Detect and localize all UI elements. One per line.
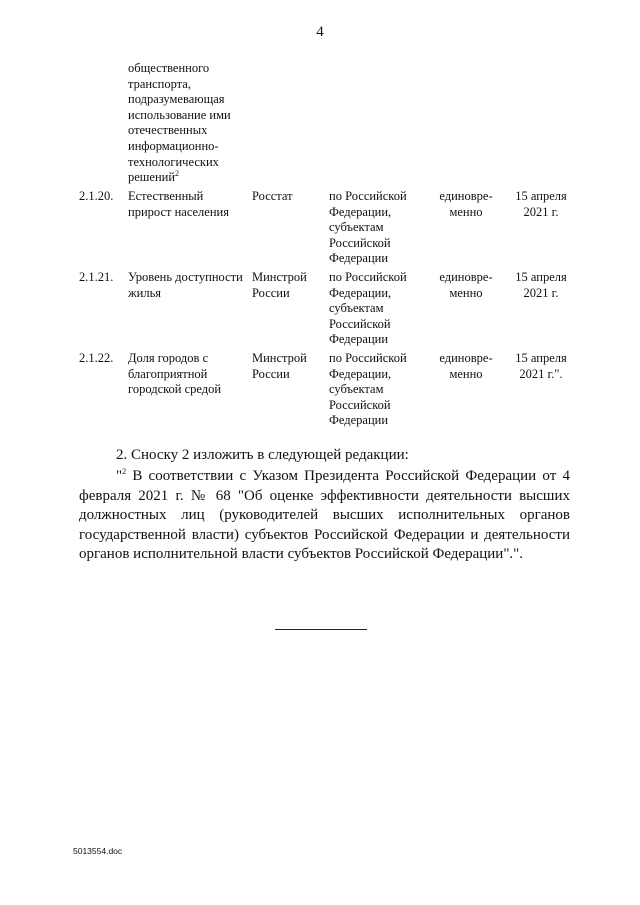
page-number: 4 [316,24,324,40]
indicator-name: Доля городов с благоприятной городской средой [128,351,222,397]
footnote-text [79,467,570,565]
periodicity: единовре-менно [439,189,493,219]
responsible-org: Росстат [252,189,293,203]
footnote-mark: 2 [122,467,127,476]
row-number: 2.1.21. [79,270,114,284]
responsible-org: Минстрой России [252,270,307,300]
deadline-date: 15 апреля 2021 г.". [515,351,567,381]
continuation-text: общественного транспорта, подразумевающая использование ими отечественных информационно-технологических решений [128,61,231,185]
footnote-ref: 2 [175,169,180,178]
row-number: 2.1.20. [79,189,114,203]
detail-level: по Российской Федерации, субъектам Российской Федерации [329,189,407,266]
responsible-org: Минстрой России [252,351,307,381]
detail-level: по Российской Федерации, субъектам Российской Федерации [329,351,407,428]
separator-line [275,629,367,630]
deadline-date: 15 апреля 2021 г. [515,270,567,300]
row-number: 2.1.22. [79,351,114,365]
table-continuation-cell [128,61,253,186]
detail-level: по Российской Федерации, субъектам Российской Федерации [329,270,407,347]
periodicity: единовре-менно [439,351,493,381]
open-quote: " [116,468,123,484]
indicator-name: Уровень доступности жилья [128,270,243,300]
periodicity: единовре-менно [439,270,493,300]
file-name: 5013554.doc [73,846,123,856]
deadline-date: 15 апреля 2021 г. [515,189,567,219]
footnote-body: В соответствии с Указом Президента Российской Федерации от 4 февраля 2021 г. № 68 "Об оценке эффективности деятельности высших должностных лиц (руководителей высших исполнительных органов государственной власти) субъектов Российской Федерации и деятельности органов исполнительной власти субъектов Российской Федерации".". [79,468,570,562]
indicator-name: Естественный прирост населения [128,189,229,219]
amendment-instruction: 2. Сноску 2 изложить в следующей редакции: [116,447,409,463]
